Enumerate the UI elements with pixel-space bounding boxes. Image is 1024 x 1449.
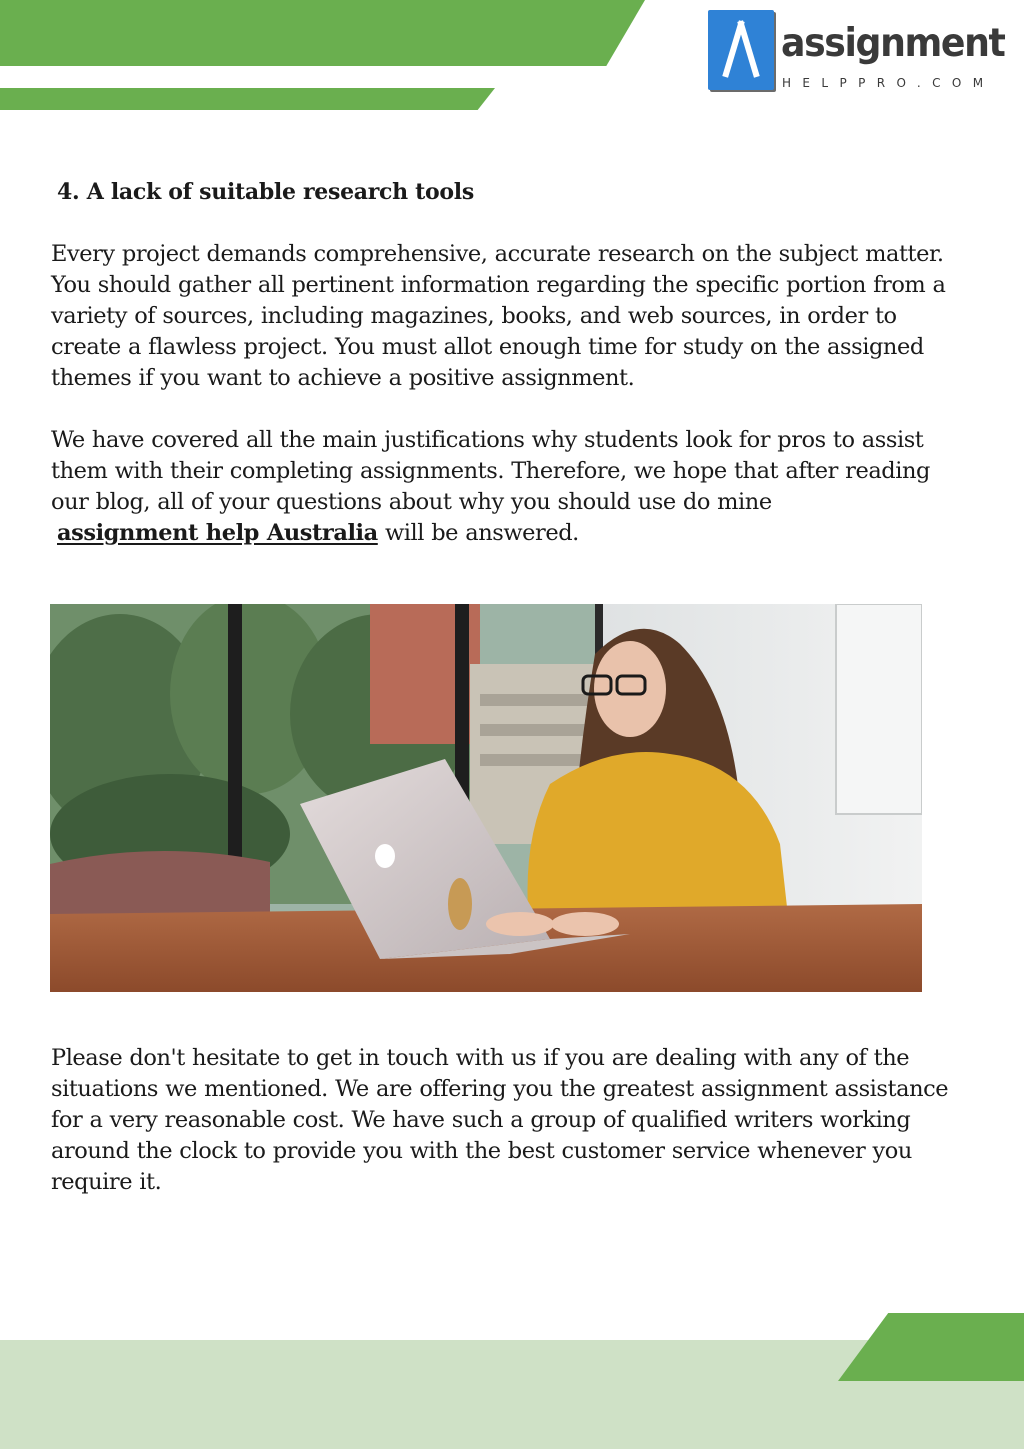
paragraph-justifications-text: We have covered all the main justifications why students look for pros to assist them with their completing assignments. Therefore, we hope that after reading our blog, all of your questions about why you should use do mine (51, 427, 930, 515)
top-banner-stripe (0, 0, 645, 66)
student-laptop-photo (50, 604, 922, 992)
logo-domain: HELPPRO.COM (782, 76, 995, 90)
section-heading: 4. A lack of suitable research tools (57, 179, 474, 205)
paragraph-contact: Please don't hesitate to get in touch with us if you are dealing with any of the situations we mentioned. We are offering you the greatest assignment assistance for a very reasonable cost. We have such a group of qualified writers working around the clock to provide you with the best customer service whenever you require it. (51, 1045, 949, 1195)
paragraph-research: Every project demands comprehensive, accurate research on the subject matter. You should gather all pertinent information regarding the specific portion from a variety of sources, including magazines, books, and web sources, in order to create a flawless project. You must allot enough time for study on the assigned themes if you want to achieve a positive assignment. (51, 241, 946, 391)
brand-logo[interactable] (708, 10, 1008, 92)
paragraph-justifications-suffix: will be answered. (377, 520, 579, 546)
footer-accent-stripe (838, 1313, 1024, 1381)
top-banner-thin-stripe (0, 88, 495, 110)
paragraph-justifications (51, 425, 951, 549)
logo-wordmark: assignment (781, 21, 1005, 66)
assignment-help-australia-link[interactable]: assignment help Australia (57, 520, 378, 546)
logo-a-icon (708, 10, 774, 90)
